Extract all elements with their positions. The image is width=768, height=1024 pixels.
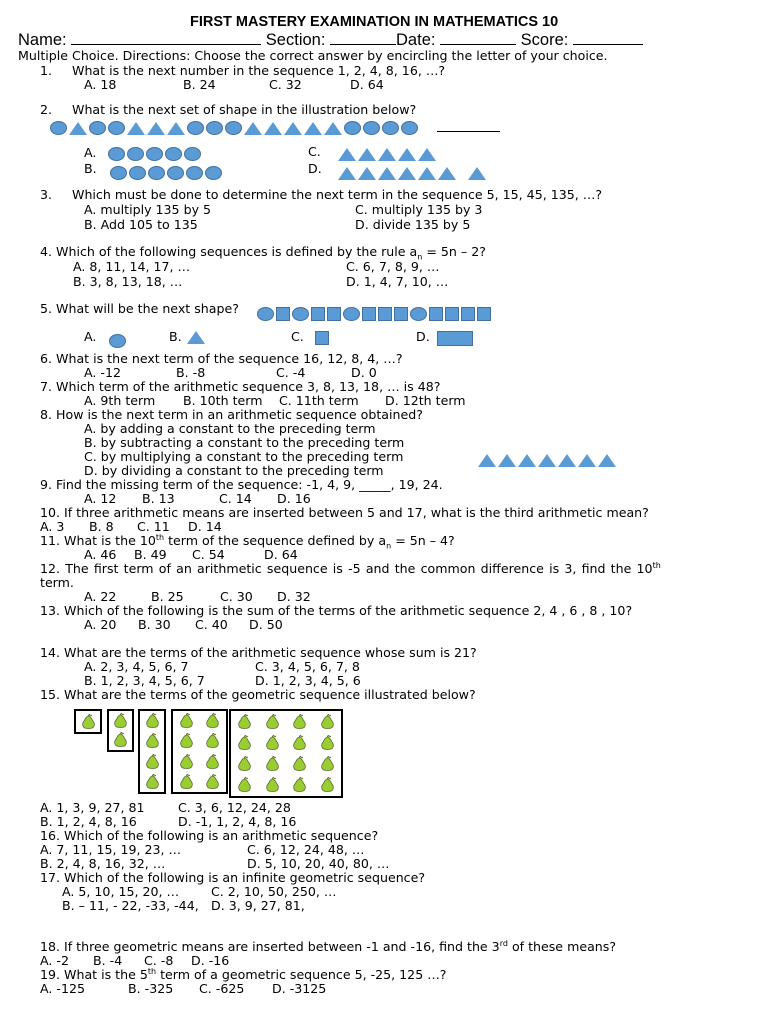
q12-text-part: 12. The first term of an arithmetic sequence is -5 and the common difference is 3, find the 10 [40,561,653,576]
circle-shape [89,121,106,135]
triangle-shape [358,167,376,180]
q19-text-part: 19. What is the 5 [40,967,148,982]
q11-option-b[interactable]: B. 49 [134,547,167,562]
pear-icon [144,774,161,790]
q15-option-d[interactable]: D. -1, 1, 2, 4, 8, 16 [178,814,297,829]
q9-option-a[interactable]: A. 12 [84,491,117,506]
q2-pattern [50,121,418,135]
circle-shape [129,166,146,180]
q10-option-b[interactable]: B. 8 [89,519,114,534]
q2-option-d-shapes [338,167,486,180]
q18-option-a[interactable]: A. -2 [40,953,69,968]
exam-title: FIRST MASTERY EXAMINATION IN MATHEMATICS 10 [190,14,559,30]
pear-icon [291,735,308,751]
square-shape [311,307,325,321]
q2-number: 2. [40,102,53,117]
q14-option-d[interactable]: D. 1, 2, 3, 4, 5, 6 [255,673,361,688]
q17-option-b[interactable]: B. – 11, - 22, -33, -44, [62,898,199,913]
q11-option-a[interactable]: A. 46 [84,547,117,562]
triangle-shape [264,122,282,135]
q1-option-d[interactable]: D. 64 [350,77,384,92]
circle-shape [127,147,144,161]
q10-option-c[interactable]: C. 11 [137,519,170,534]
q1-option-c[interactable]: C. 32 [269,77,302,92]
triangle-shape [69,122,87,135]
triangle-shape [498,454,516,467]
q19-option-c[interactable]: C. -625 [199,981,245,996]
pear-icon [264,777,281,793]
q17-option-d[interactable]: D. 3, 9, 27, 81, [211,898,305,913]
q2-option-a-shapes [108,147,201,161]
triangle-shape [518,454,536,467]
q6-option-a[interactable]: A. -12 [84,365,121,380]
square-shape [327,307,341,321]
circle-shape [187,121,204,135]
triangle-shape [478,454,496,467]
q12-text [40,562,661,576]
q16-text: 16. Which of the following is an arithmetic sequence? [40,828,379,843]
q13-text: 13. Which of the following is the sum of the terms of the arithmetic sequence 2, 4 , 6 , 8 , 10? [40,603,633,618]
q5-option-a[interactable]: A. [84,329,97,344]
q12-superscript: th [652,560,661,570]
q18-option-d[interactable]: D. -16 [191,953,230,968]
pear-icon [236,714,253,730]
q7-option-b[interactable]: B. 10th term [183,393,263,408]
section-label: Section: [265,31,326,49]
triangle-shape [358,148,376,161]
circle-shape [108,121,125,135]
score-blank[interactable] [573,31,643,45]
triangle-shape [538,454,556,467]
pear-icon [319,714,336,730]
square-shape [315,331,329,345]
triangle-shape [338,167,356,180]
q5-option-b-shape [187,331,205,344]
pear-icon [236,735,253,751]
pear-icon [236,756,253,772]
triangle-shape [284,122,302,135]
q6-option-c[interactable]: C. -4 [276,365,306,380]
pear-icon [178,754,195,770]
pear-icon [178,733,195,749]
q14-text: 14. What are the terms of the arithmetic sequence whose sum is 21? [40,645,477,660]
q8-option-c[interactable]: C. by multiplying a constant to the preceding term [84,449,404,464]
pear-icon [291,714,308,730]
circle-shape [401,121,418,135]
date-blank[interactable] [440,31,516,45]
pear-icon [144,713,161,729]
q4-option-d[interactable]: D. 1, 4, 7, 10, … [346,274,449,289]
pear-icon [144,754,161,770]
section-blank[interactable] [330,31,396,45]
q13-option-a[interactable]: A. 20 [84,617,117,632]
pear-icon [264,735,281,751]
q17-option-a[interactable]: A. 5, 10, 15, 20, … [62,884,180,899]
q10-option-a[interactable]: A. 3 [40,519,65,534]
q3-option-c[interactable]: C. multiply 135 by 3 [355,202,483,217]
q19-text-part: term of a geometric sequence 5, -25, 125 …? [156,967,447,982]
q15-option-a[interactable]: A. 1, 3, 9, 27, 81 [40,800,145,815]
q9-option-b[interactable]: B. 13 [142,491,175,506]
pear-icon [319,756,336,772]
circle-shape [148,166,165,180]
q11-text-part: = 5n – 4? [391,533,455,548]
q16-option-a[interactable]: A. 7, 11, 15, 19, 23, … [40,842,182,857]
q3-option-b[interactable]: B. Add 105 to 135 [84,217,198,232]
pear-icon [204,713,221,729]
q18-text-part: of these means? [507,939,617,954]
square-shape [276,307,290,321]
q13-option-d[interactable]: D. 50 [249,617,283,632]
q3-number: 3. [40,187,53,202]
q12-option-b[interactable]: B. 25 [151,589,184,604]
q5-option-d[interactable]: D. [416,329,430,344]
q5-pattern [257,307,491,321]
q2-text: What is the next set of shape in the illustration below? [72,102,417,117]
triangle-shape [147,122,165,135]
q11-text [40,532,455,551]
q2-answer-blank[interactable] [437,131,500,132]
pear-icon [264,714,281,730]
q13-option-b[interactable]: B. 30 [138,617,171,632]
name-label: Name: [18,31,67,49]
q4-text [40,244,486,262]
circle-shape [108,147,125,161]
q4-text-part: = 5n – 2? [422,244,486,259]
pear-icon [178,713,195,729]
pear-icon [204,774,221,790]
circle-shape [343,307,360,321]
q4-option-b[interactable]: B. 3, 8, 13, 18, … [73,274,183,289]
q6-text: 6. What is the next term of the sequence 16, 12, 8, 4, …? [40,351,403,366]
q10-text: 10. If three arithmetic means are inserted between 5 and 17, what is the third arithmetic mean? [40,505,649,520]
q2-option-a[interactable]: A. [84,145,97,160]
q3-option-a[interactable]: A. multiply 135 by 5 [84,202,212,217]
triangle-shape [127,122,145,135]
triangle-shape [304,122,322,135]
pear-icon [236,777,253,793]
q19-option-a[interactable]: A. -125 [40,981,85,996]
circle-shape [186,166,203,180]
q7-option-d[interactable]: D. 12th term [385,393,466,408]
q12-option-c[interactable]: C. 30 [220,589,253,604]
q7-option-a[interactable]: A. 9th term [84,393,156,408]
q8-decorative-triangles [478,454,616,467]
triangle-shape [338,148,356,161]
q2-option-b-shapes [110,166,222,180]
q3-text: Which must be done to determine the next term in the sequence 5, 15, 45, 135, …? [72,187,603,202]
triangle-shape [398,167,416,180]
q4-option-c[interactable]: C. 6, 7, 8, 9, … [346,259,440,274]
q10-option-d[interactable]: D. 14 [188,519,222,534]
q15-option-b[interactable]: B. 1, 2, 4, 8, 16 [40,814,137,829]
q9-text: 9. Find the missing term of the sequence: -1, 4, 9, _____, 19, 24. [40,477,443,492]
q11-superscript: th [155,532,165,542]
q4-option-a[interactable]: A. 8, 11, 14, 17, … [73,259,191,274]
q11-text-part: term of the sequence defined by a [164,533,387,548]
square-shape [362,307,376,321]
q2-option-d[interactable]: D. [308,161,322,176]
triangle-shape [558,454,576,467]
q19-text [40,968,446,982]
q11-text-part: 11. What is the 10 [40,533,156,548]
q15-option-c[interactable]: C. 3, 6, 12, 24, 28 [178,800,291,815]
circle-shape [410,307,427,321]
square-shape [429,307,443,321]
circle-shape [184,147,201,161]
square-shape [378,307,392,321]
q19-option-d[interactable]: D. -3125 [272,981,327,996]
pear-icon [144,733,161,749]
triangle-shape [438,167,456,180]
rectangle-shape [437,331,473,346]
circle-shape [165,147,182,161]
pear-icon [80,714,97,730]
q12-option-d[interactable]: D. 32 [277,589,311,604]
triangle-shape [578,454,596,467]
q8-text: 8. How is the next term in an arithmetic sequence obtained? [40,407,423,422]
q4-text-part: 4. Which of the following sequences is defined by the rule a [40,244,418,259]
triangle-shape [418,148,436,161]
circle-shape [363,121,380,135]
q2-option-c-shapes [338,148,436,161]
q18-option-c[interactable]: C. -8 [144,953,174,968]
pear-icon [319,735,336,751]
q1-number: 1. [40,63,53,78]
triangle-shape [378,148,396,161]
pear-icon [112,732,129,748]
q6-option-b[interactable]: B. -8 [176,365,206,380]
q4-subscript: n [417,252,423,262]
q1-option-b[interactable]: B. 24 [183,77,216,92]
q11-option-c[interactable]: C. 54 [192,547,225,562]
pear-icon [112,713,129,729]
q17-option-c[interactable]: C. 2, 10, 50, 250, … [211,884,337,899]
q11-subscript: n [386,541,392,551]
circle-shape [225,121,242,135]
triangle-shape [187,331,205,344]
pear-icon [291,756,308,772]
circle-shape [205,166,222,180]
circle-shape [167,166,184,180]
circle-shape [257,307,274,321]
triangle-shape [244,122,262,135]
circle-shape [110,166,127,180]
directions: Multiple Choice. Directions: Choose the correct answer by encircling the letter of your choice. [18,48,608,63]
triangle-shape [398,148,416,161]
score-label: Score: [520,31,569,49]
q11-option-d[interactable]: D. 64 [264,547,298,562]
q5-option-d-shape [437,331,473,346]
triangle-shape [598,454,616,467]
circle-shape [292,307,309,321]
q7-text: 7. Which term of the arithmetic sequence 3, 8, 13, 18, … is 48? [40,379,441,394]
square-shape [445,307,459,321]
triangle-shape [324,122,342,135]
q14-option-c[interactable]: C. 3, 4, 5, 6, 7, 8 [255,659,360,674]
q1-text: What is the next number in the sequence 1, 2, 4, 8, 16, …? [72,63,446,78]
q2-option-b[interactable]: B. [84,161,97,176]
q18-option-b[interactable]: B. -4 [93,953,123,968]
q16-option-d[interactable]: D. 5, 10, 20, 40, 80, … [247,856,390,871]
triangle-shape [167,122,185,135]
triangle-shape [378,167,396,180]
square-shape [461,307,475,321]
name-blank[interactable] [71,31,261,45]
triangle-shape [418,167,436,180]
circle-shape [344,121,361,135]
q5-option-c[interactable]: C. [291,329,304,344]
triangle-shape [468,167,486,180]
header-fields [18,31,643,49]
q19-option-b[interactable]: B. -325 [128,981,174,996]
q17-text: 17. Which of the following is an infinite geometric sequence? [40,870,426,885]
circle-shape [109,334,126,348]
pear-icon [291,777,308,793]
q8-option-a[interactable]: A. by adding a constant to the preceding term [84,421,376,436]
pear-icon [178,774,195,790]
q12-option-a[interactable]: A. 22 [84,589,117,604]
q16-option-b[interactable]: B. 2, 4, 8, 16, 32, … [40,856,166,871]
square-shape [477,307,491,321]
pear-icon [204,733,221,749]
q5-option-b[interactable]: B. [169,329,182,344]
q14-option-b[interactable]: B. 1, 2, 3, 4, 5, 6, 7 [84,673,205,688]
q14-option-a[interactable]: A. 2, 3, 4, 5, 6, 7 [84,659,189,674]
q1-option-a[interactable]: A. 18 [84,77,117,92]
q5-option-a-shape [109,334,126,348]
q8-option-b[interactable]: B. by subtracting a constant to the preceding term [84,435,405,450]
date-label: Date: [396,31,436,49]
q18-text [40,940,616,954]
q13-option-c[interactable]: C. 40 [195,617,228,632]
q6-option-d[interactable]: D. 0 [351,365,377,380]
q12-text-line2: term. [40,575,74,590]
q5-text: 5. What will be the next shape? [40,301,239,316]
q15-text: 15. What are the terms of the geometric sequence illustrated below? [40,687,476,702]
pear-icon [204,754,221,770]
circle-shape [146,147,163,161]
square-shape [394,307,408,321]
q5-option-c-shape [315,331,329,345]
circle-shape [206,121,223,135]
circle-shape [382,121,399,135]
q19-superscript: th [147,966,157,976]
q18-text-part: 18. If three geometric means are inserted between -1 and -16, find the 3 [40,939,500,954]
q2-option-c[interactable]: C. [308,144,321,159]
q8-option-d[interactable]: D. by dividing a constant to the preceding term [84,463,384,478]
q9-option-c[interactable]: C. 14 [219,491,252,506]
circle-shape [50,121,67,135]
q18-superscript: rd [499,938,508,948]
q9-option-d[interactable]: D. 16 [277,491,311,506]
pear-icon [319,777,336,793]
q16-option-c[interactable]: C. 6, 12, 24, 48, … [247,842,365,857]
q7-option-c[interactable]: C. 11th term [279,393,359,408]
q3-option-d[interactable]: D. divide 135 by 5 [355,217,471,232]
pear-icon [264,756,281,772]
